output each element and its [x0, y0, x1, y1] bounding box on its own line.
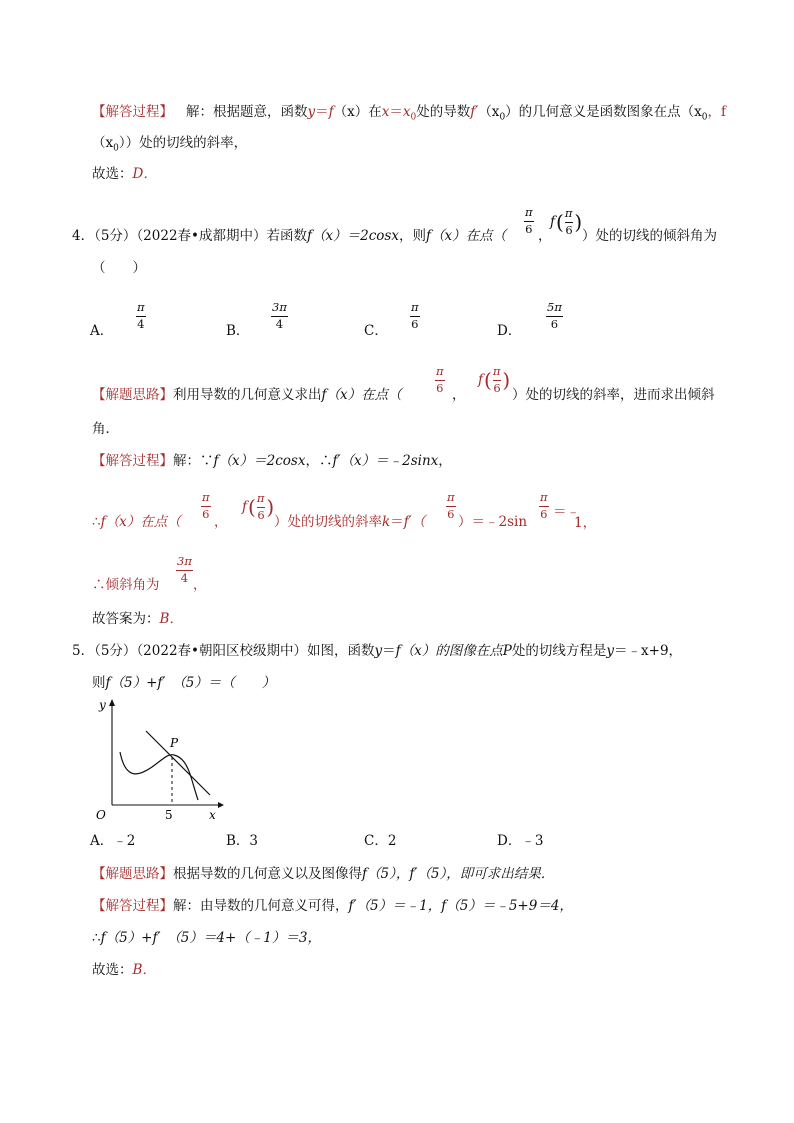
q5-stem-line2: 则f（5）+f′ （5）＝（ ）: [92, 675, 276, 691]
q4-option-d-fraction: 5π 6: [547, 300, 562, 331]
q4-point-comma: ，: [538, 228, 552, 244]
point-p-label: P: [170, 736, 179, 750]
q4-process-sin: ）＝﹣2sin: [458, 514, 528, 530]
curve: [120, 752, 198, 800]
q5-process-line1: 【解答过程】解：由导数的几何意义可得，f′（5）＝﹣1，f（5）＝﹣5+9＝4，: [92, 898, 573, 914]
q5-answer: 故选：B．: [92, 962, 156, 978]
q4-option-c-fraction: π 6: [411, 300, 419, 331]
q4-process-eq: ＝﹣: [553, 504, 580, 520]
x-axis-arrow-icon: [218, 802, 224, 808]
x-axis-label: x: [209, 808, 216, 822]
q5-function-graph: [90, 697, 225, 825]
q4-process-x-fraction: π 6: [202, 490, 210, 521]
q5-idea: 【解题思路】根据导数的几何意义以及图像得f（5），f′（5），即可求出结果．: [92, 866, 555, 882]
q5-option-a: A．﹣2: [90, 833, 136, 849]
q3-process-tag: 【解答过程】: [92, 104, 173, 120]
q4-idea-y-expr: f ( π 6 ): [478, 364, 511, 395]
q4-option-b-fraction: 3π 4: [272, 300, 287, 331]
q4-idea-line2: 角．: [92, 421, 119, 437]
q4-point-y-expr: f ( π 6 ): [550, 206, 583, 237]
q5-process-line2: ∴f（5）+f′ （5）＝4+（﹣1）＝3，: [92, 930, 321, 946]
q3-process-line2: $(x_0)$）处的切线的斜率，: [92, 135, 248, 154]
q3-process-line1: 解：根据题意，函数y＝f（x）在$x=x_0$处的导数$f'(x_0)$的几何意义是函数图象在点（$x_0$，f: [186, 104, 727, 123]
q3-answer: 故选：D．: [92, 166, 157, 182]
q4-option-a-label: A．: [90, 323, 114, 339]
q4-idea-comma: ，: [452, 387, 466, 403]
q4-process-y-expr: f ( π 6 ): [242, 491, 275, 522]
q5-option-c: C．2: [364, 833, 397, 849]
q4-idea-x-fraction: π 6: [436, 364, 444, 395]
q4-process-x-fraction-2: π 6: [447, 490, 455, 521]
q4-option-c-label: C．: [364, 323, 388, 339]
q4-process-line3: ∴倾斜角为: [92, 577, 160, 593]
q4-answer: 故答案为：B．: [92, 611, 183, 627]
origin-label: O: [96, 808, 106, 822]
q4-option-b-label: B．: [226, 323, 250, 339]
y-axis-arrow-icon: [109, 699, 115, 706]
q4-process-angle-fraction: 3π 4: [177, 554, 192, 585]
q4-idea-line1: 【解题思路】利用导数的几何意义求出f（x）在点（: [92, 387, 402, 403]
q4-stem: 4．（5分）（2022春•成都期中）若函数f（x）＝2cosx，则f（x）在点（: [72, 228, 507, 244]
tick-label-5: 5: [165, 808, 173, 822]
q4-blank: （ ）: [92, 260, 146, 276]
q4-idea-tail: ）处的切线的斜率，进而求出倾斜: [512, 387, 715, 403]
q4-process-value: 1，: [574, 515, 597, 531]
q4-point-x-fraction: π 6: [525, 205, 533, 236]
q4-option-d-label: D．: [497, 323, 522, 339]
q5-stem-line1: 5．（5分）（2022春•朝阳区校级期中）如图，函数y＝f（x）的图像在点P处的切线方程是y＝﹣x+9，: [72, 643, 683, 659]
q5-option-b: B．3: [226, 833, 259, 849]
q4-process-line2-mid: ）处的切线的斜率k＝f′（: [274, 514, 426, 530]
q4-process-line1: 【解答过程】解：∵f（x）＝2cosx，∴f′（x）＝﹣2sinx，: [92, 453, 452, 469]
q4-process-comma: ，: [214, 514, 228, 530]
y-axis-label: y: [99, 698, 106, 712]
q4-process-line3-end: ，: [193, 577, 207, 593]
q4-option-a-fraction: π 4: [137, 300, 145, 331]
q4-process-x-fraction-3: π 6: [540, 490, 548, 521]
q4-stem-tail: ）处的切线的倾斜角为: [582, 228, 717, 244]
q4-process-line2-head: ∴f（x）在点（: [92, 514, 181, 530]
q5-option-d: D．﹣3: [497, 833, 544, 849]
